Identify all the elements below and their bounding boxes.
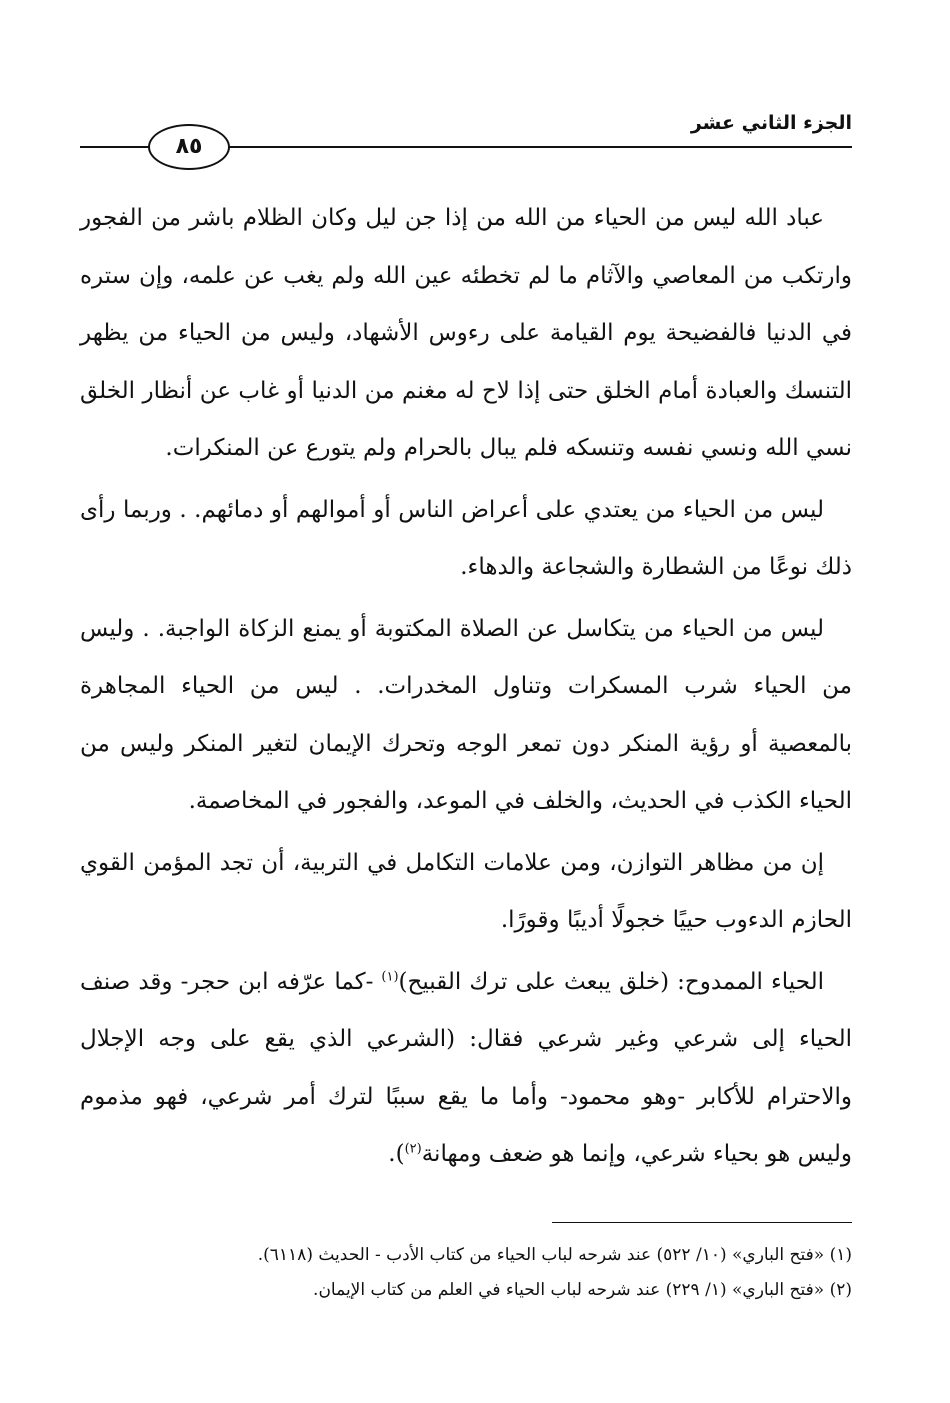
page-number: ٨٥ [148,124,230,170]
part-title: الجزء الثاني عشر [685,112,852,134]
paragraph: ليس من الحياء من يتكاسل عن الصلاة المكتوبة أو يمنع الزكاة الواجبة. . وليس من الحياء شرب المسكرات وتناول المخدرات. . ليس من الحياء المجاهرة بالمعصية أو رؤية المنكر دون تمعر الوجه وتحرك الإيمان لتغير المنكر وليس من الحياء الكذب في الحديث، والخلف في الموعد، والفجور في المخاصمة. [80,615,852,814]
paragraph: إن من مظاهر التوازن، ومن علامات التكامل في التربية، أن تجد المؤمن القوي الحازم الدءوب حييًا خجولًا أديبًا وقورًا. [80,849,852,933]
footnote-separator [552,1222,852,1223]
paragraph [80,954,852,1184]
footnote: (١) «فتح الباري» (١٠/ ٥٢٢) عند شرحه لباب الحياء من كتاب الأدب - الحديث (٦١١٨). [257,1245,852,1265]
footnote: (٢) «فتح الباري» (١/ ٢٢٩) عند شرحه لباب الحياء في العلم من كتاب الإيمان. [313,1280,852,1300]
footnote-ref[interactable]: (٢) [404,1141,422,1157]
body-text [80,190,852,1188]
page-header [80,110,852,170]
footnote-ref[interactable]: (١) [381,968,399,984]
text-span: الحياء الممدوح: (خلق يبعث على ترك القبيح) [398,968,824,995]
text-span: -كما عرّفه ابن حجر- وقد صنف الحياء إلى شرعي وغير شرعي فقال: (الشرعي الذي يقع على وجه الإجلال والاحترام للأكابر -وهو محمود- وأما ما يقع سببًا لترك أمر شرعي، فهو مذموم وليس هو بحياء شرعي، وإنما هو ضعف ومهانة [80,968,852,1167]
text-span: ). [388,1141,405,1167]
paragraph: ليس من الحياء من يعتدي على أعراض الناس أو أموالهم أو دمائهم. . وربما رأى ذلك نوعًا من الشطارة والشجاعة والدهاء. [80,496,852,580]
footnotes [80,1238,852,1308]
paragraph: عباد الله ليس من الحياء من الله من إذا جن ليل وكان الظلام باشر من الفجور وارتكب من المعاصي والآثام ما لم تخطئه عين الله ولم يغب عن علمه، وإن ستره في الدنيا فالفضيحة يوم القيامة على رءوس الأشهاد، وليس من الحياء من يظهر التنسك والعبادة أمام الخلق حتى إذا لاح له مغنم من الدنيا أو غاب عن أنظار الخلق نسي الله ونسي نفسه وتنسكه فلم يبال بالحرام ولم يتورع عن المنكرات. [80,205,852,461]
